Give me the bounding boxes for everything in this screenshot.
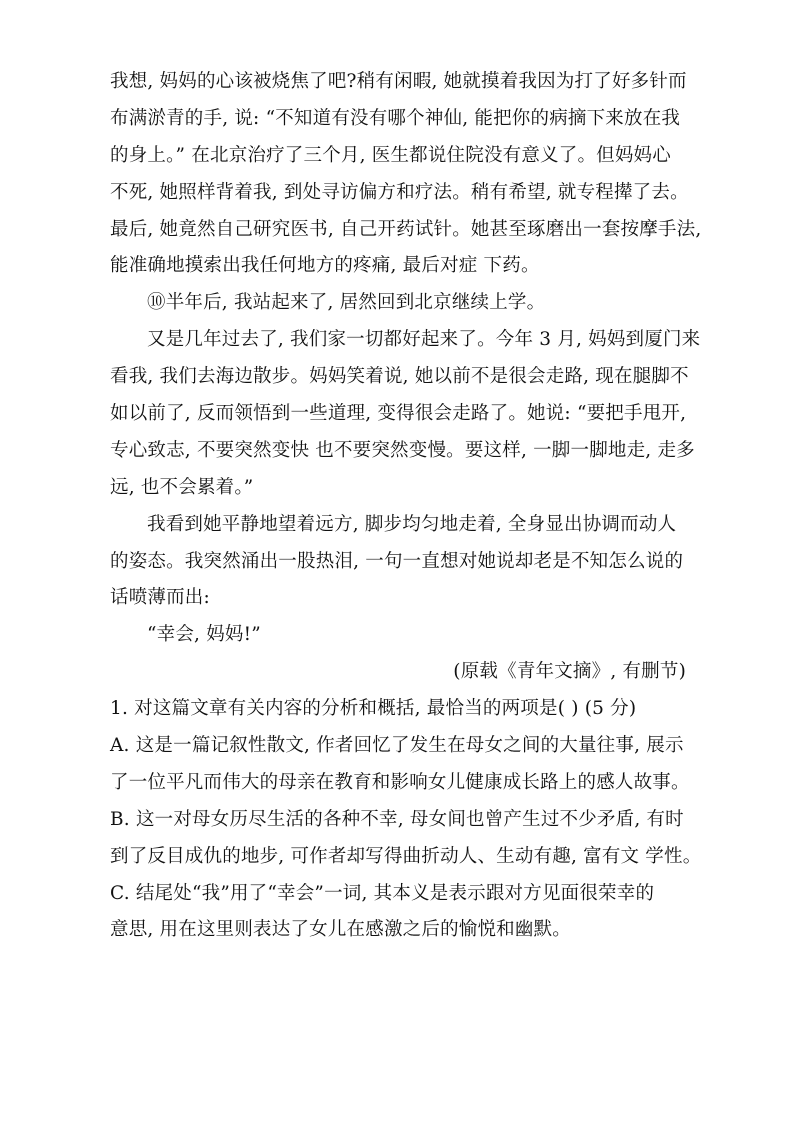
question-stem: 1. 对这篇文章有关内容的分析和概括, 最恰当的两项是( ) (5 分) bbox=[110, 698, 637, 720]
text-line: 能准确地摸索出我任何地方的疼痛, 最后对症 下药。 bbox=[110, 255, 540, 277]
option-line: 意思, 用在这里则表达了女儿在感激之后的愉悦和幽默。 bbox=[110, 919, 571, 941]
option-a bbox=[110, 728, 692, 802]
text-line: 如以前了, 反而领悟到一些道理, 变得很会走路了。她说: “要把手甩开, bbox=[110, 403, 687, 425]
source-note: (原载《青年文摘》, 有删节) bbox=[453, 661, 686, 683]
text-line: 布满淤青的手, 说: “不知道有没有哪个神仙, 能把你的病摘下来放在我 bbox=[110, 107, 681, 129]
text-line: 的身上。” 在北京治疗了三个月, 医生都说住院没有意义了。但妈妈心 bbox=[110, 144, 671, 166]
option-line: 到了反目成仇的地步, 可作者却写得曲折动人、生动有趣, 富有文 学性。 bbox=[110, 845, 702, 867]
option-line: C. 结尾处“我”用了“幸会”一词, 其本义是表示跟对方见面很荣幸的 bbox=[110, 882, 655, 904]
text-line: 话喷薄而出: bbox=[110, 587, 210, 609]
text-line: “幸会, 妈妈!” bbox=[147, 624, 261, 646]
paragraph-tears bbox=[110, 507, 692, 618]
paragraph-mother-care bbox=[110, 64, 702, 285]
text-line: 我想, 妈妈的心该被烧焦了吧?稍有闲暇, 她就摸着我因为打了好多针而 bbox=[110, 71, 687, 92]
option-b bbox=[110, 802, 702, 876]
text-line: 不死, 她照样背着我, 到处寻访偏方和疗法。稍有希望, 就专程撵了去。 bbox=[110, 181, 689, 203]
text-line: 的姿态。我突然涌出一股热泪, 一句一直想对她说却老是不知怎么说的 bbox=[110, 550, 684, 572]
text-line: 专心致志, 不要突然变快 也不要突然变慢。要这样, 一脚一脚地走, 走多 bbox=[110, 439, 695, 461]
text-line: 远, 也不会累着。” bbox=[110, 476, 254, 498]
text-line: ⑩半年后, 我站起来了, 居然回到北京继续上学。 bbox=[147, 292, 546, 314]
option-c bbox=[110, 876, 692, 950]
text-line: 最后, 她竟然自己研究医书, 自己开药试针。她甚至琢磨出一套按摩手法, bbox=[110, 218, 702, 240]
option-line: 了一位平凡而伟大的母亲在教育和影响女儿健康成长路上的感人故事。 bbox=[110, 771, 690, 793]
text-line: 看我, 我们去海边散步。妈妈笑着说, 她以前不是很会走路, 现在腿脚不 bbox=[110, 366, 689, 388]
option-line: B. 这一对母女历尽生活的各种不幸, 母女间也曾产生过不少矛盾, 有时 bbox=[110, 808, 684, 830]
option-line: A. 这是一篇记叙性散文, 作者回忆了发生在母女之间的大量往事, 展示 bbox=[110, 735, 684, 757]
document-page bbox=[110, 64, 702, 949]
paragraph-quote bbox=[110, 617, 692, 654]
text-line: 我看到她平静地望着远方, 脚步均匀地走着, 全身显出协调而动人 bbox=[147, 513, 677, 535]
text-line: 又是几年过去了, 我们家一切都好起来了。今年 3 月, 妈妈到厦门来 bbox=[147, 329, 701, 351]
question-1 bbox=[110, 691, 692, 728]
paragraph-10 bbox=[110, 285, 692, 322]
paragraph-years-later bbox=[110, 322, 701, 506]
